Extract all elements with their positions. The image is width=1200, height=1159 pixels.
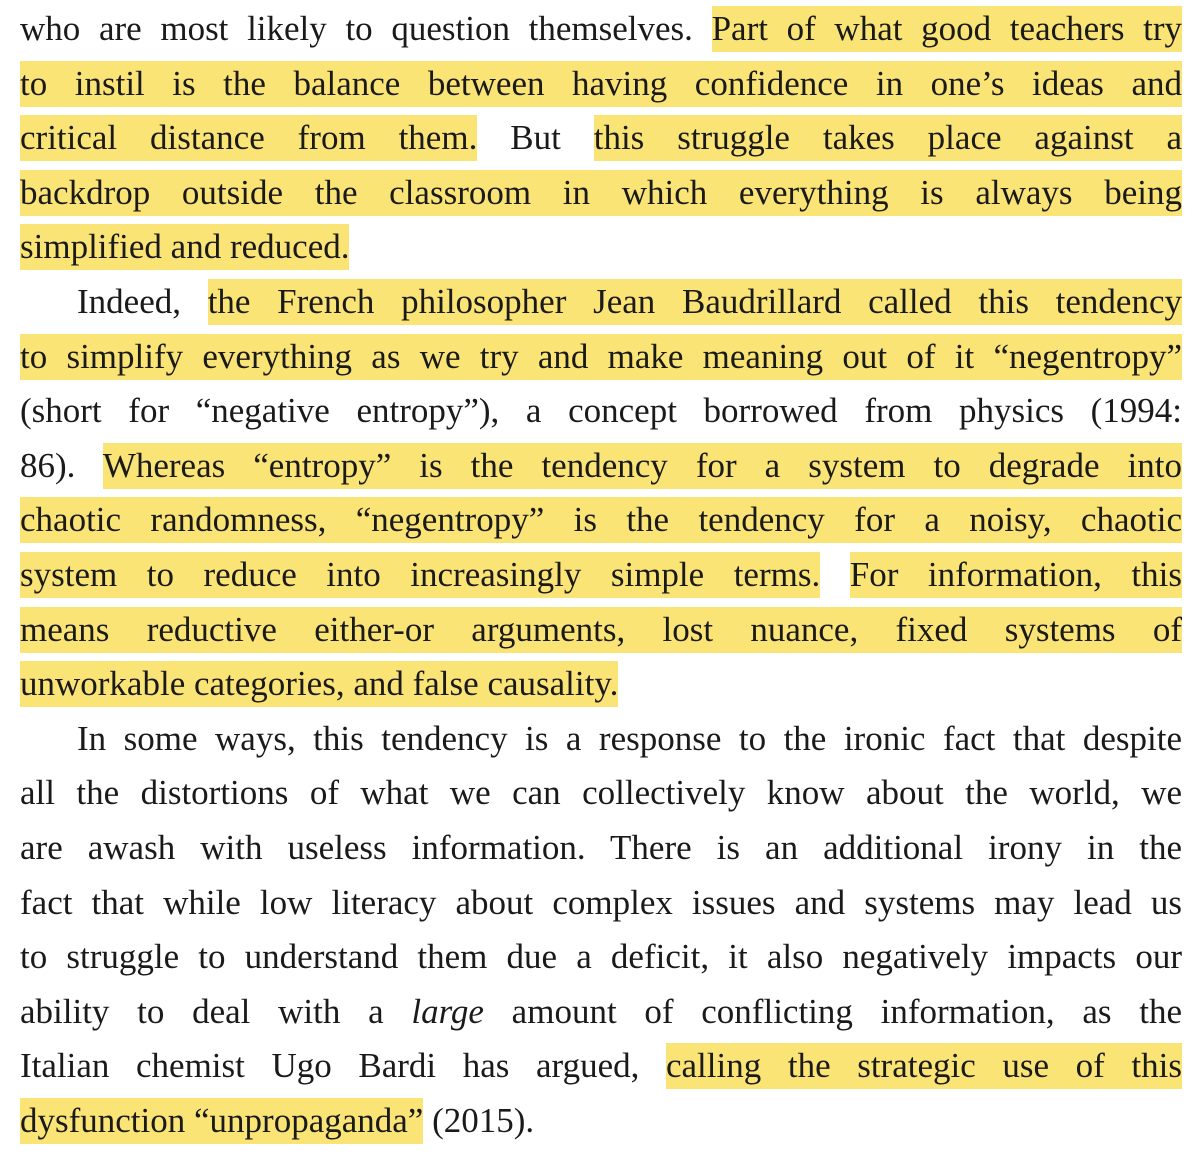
text-segment: Italian chemist Ugo Bardi has argued,: [20, 1046, 666, 1086]
highlighted-text: backdrop outside the classroom in which everything is always being: [20, 170, 1182, 216]
text-line: [20, 876, 1182, 931]
text-line: [20, 384, 1182, 439]
text-segment: [820, 555, 850, 594]
text-line: [20, 57, 1182, 112]
highlighted-text: unworkable categories, and false causality.: [20, 661, 618, 707]
text-segment: In some ways, this tendency is a response to the ironic fact that despite: [77, 718, 1182, 758]
highlighted-text: to simplify everything as we try and make meaning out of it “negentropy”: [20, 334, 1182, 380]
text-line: [20, 330, 1182, 385]
text-line: [20, 766, 1182, 821]
highlighted-text: simplified and reduced.: [20, 224, 349, 270]
highlighted-text: to instil is the balance between having confidence in one’s ideas and: [20, 61, 1182, 107]
text-segment: all the distortions of what we can collectively know about the world, we: [20, 773, 1182, 813]
text-line: [20, 821, 1182, 876]
highlighted-text: means reductive either-or arguments, lost nuance, fixed systems of: [20, 607, 1182, 653]
highlighted-text: Whereas “entropy” is the tendency for a system to degrade into: [103, 443, 1182, 489]
highlighted-text: system to reduce into increasingly simple terms.: [20, 552, 820, 598]
text-segment: who are most likely to question themselves.: [20, 9, 712, 48]
text-line: [20, 1094, 1182, 1149]
text-line: [20, 603, 1182, 658]
highlighted-text: this struggle takes place against a: [594, 115, 1182, 161]
text-segment: fact that while low literacy about complex issues and systems may lead us: [20, 882, 1182, 922]
highlighted-text: Part of what good teachers try: [712, 6, 1182, 52]
text-segment: ability to deal with a: [20, 991, 412, 1031]
text-segment: 86).: [20, 445, 103, 485]
text-line: [20, 985, 1182, 1040]
highlighted-text: dysfunction “unpropaganda”: [20, 1098, 423, 1144]
paragraph: [20, 2, 1182, 275]
highlighted-text: For information, this: [850, 552, 1182, 598]
highlighted-text: critical distance from them.: [20, 115, 477, 161]
text-line: [20, 166, 1182, 221]
text-line: [20, 439, 1182, 494]
text-segment: (short for “negative entropy”), a concept borrowed from physics (1994:: [20, 391, 1182, 431]
text-line: [20, 930, 1182, 985]
text-line: [20, 2, 1182, 57]
text-line: [20, 220, 1182, 275]
text-line: [20, 548, 1182, 603]
text-line: [20, 275, 1182, 330]
paragraph: [20, 275, 1182, 712]
highlighted-text: chaotic randomness, “negentropy” is the tendency for a noisy, chaotic: [20, 497, 1182, 543]
highlighted-text: calling the strategic use of this: [666, 1043, 1182, 1089]
text-line: [20, 712, 1182, 767]
text-segment: (2015).: [423, 1100, 535, 1140]
text-segment: Indeed,: [77, 281, 208, 321]
text-line: [20, 657, 1182, 712]
text-segment: amount of conflicting information, as the: [483, 991, 1182, 1031]
text-segment: But: [477, 118, 594, 158]
paragraph: [20, 712, 1182, 1149]
text-segment: are awash with useless information. There is an additional irony in the: [20, 827, 1182, 867]
italic-text: large: [411, 991, 484, 1031]
text-line: [20, 493, 1182, 548]
text-line: [20, 1039, 1182, 1094]
text-segment: to struggle to understand them due a deficit, it also negatively impacts our: [20, 937, 1182, 977]
text-line: [20, 111, 1182, 166]
highlighted-text: the French philosopher Jean Baudrillard called this tendency: [208, 279, 1182, 325]
